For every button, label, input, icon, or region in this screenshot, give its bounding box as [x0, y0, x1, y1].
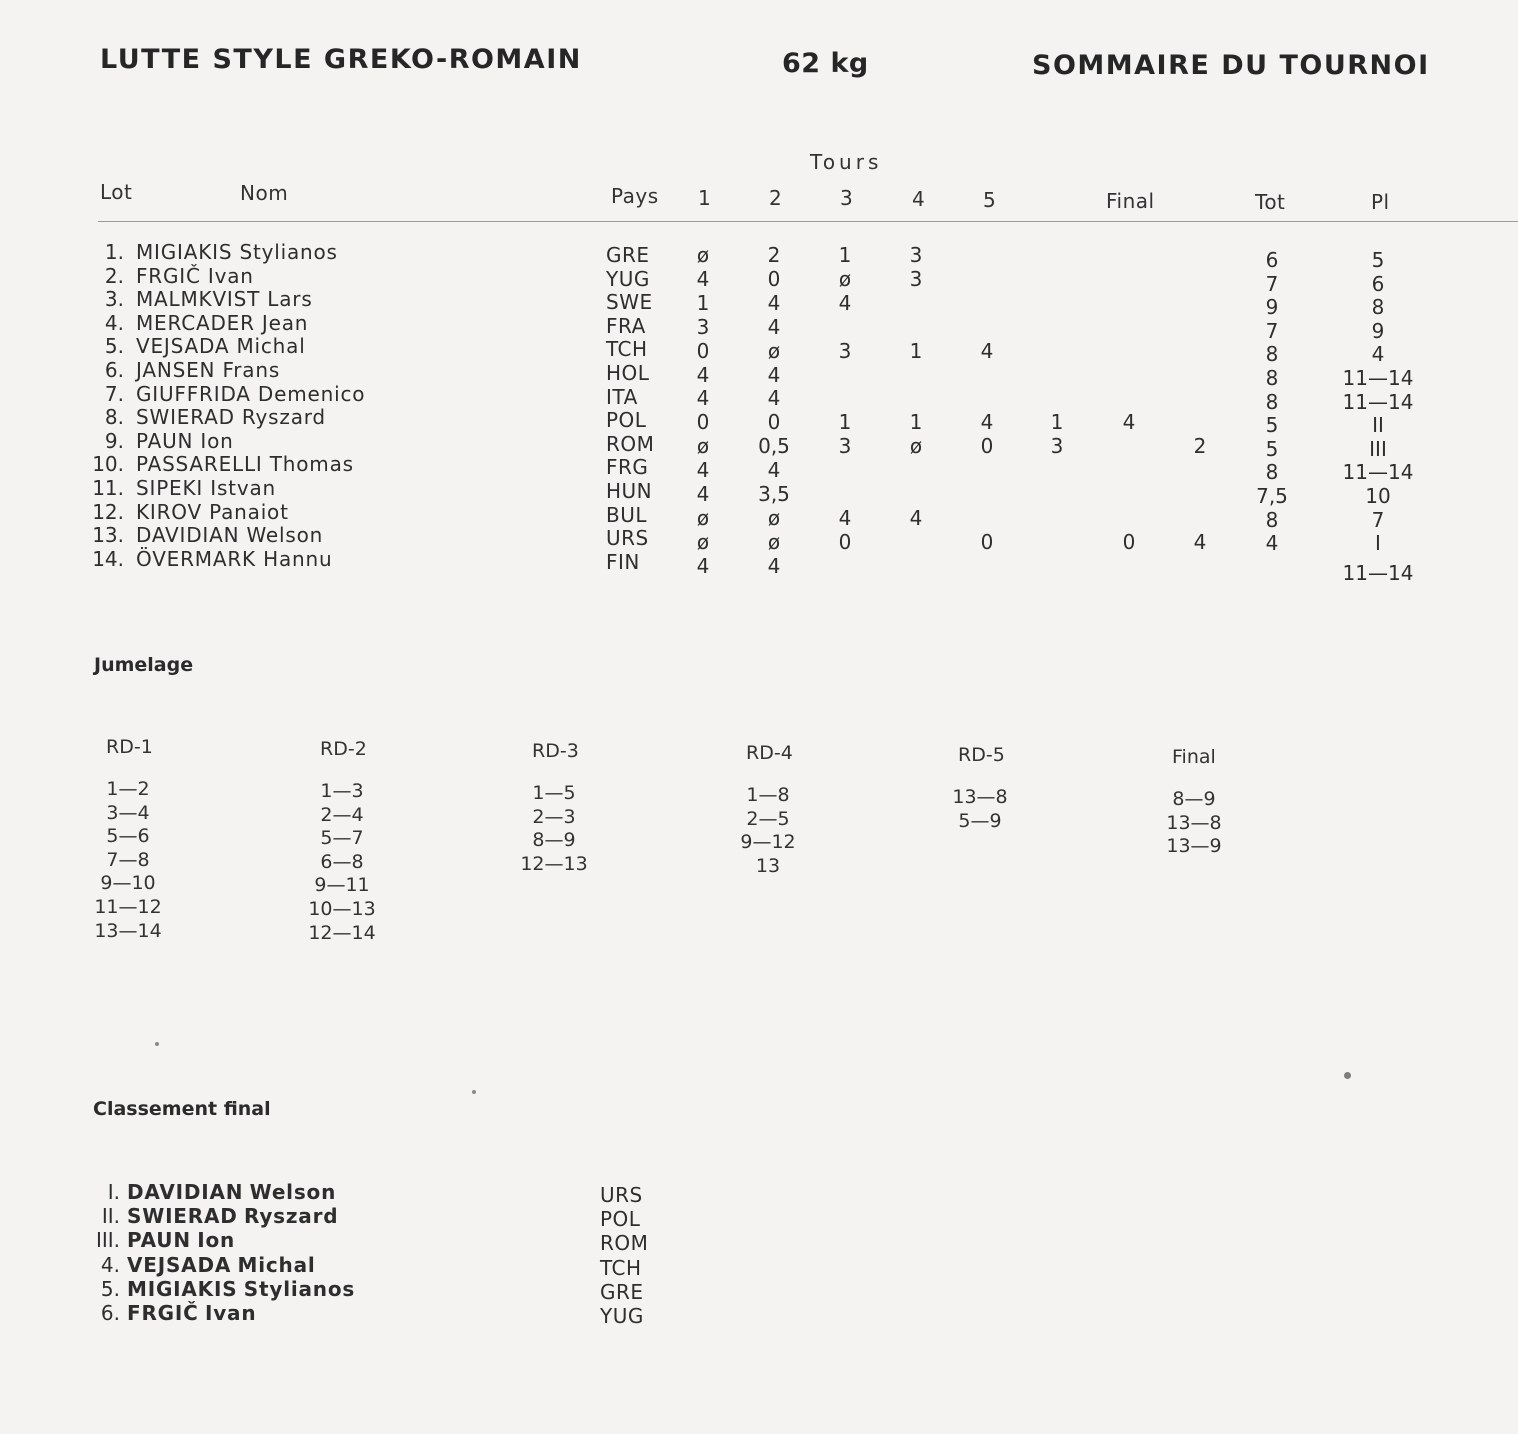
- row-lot: 12.: [92, 499, 124, 524]
- row-score-r3: 0: [838, 529, 852, 554]
- row-name: SIPEKI Istvan: [136, 476, 276, 500]
- row-place: 10: [1365, 484, 1391, 508]
- pairing: 8—9: [1172, 788, 1216, 810]
- pairing: 9—12: [740, 831, 796, 854]
- pairing: 13—8: [1166, 811, 1222, 834]
- row-total: 8: [1265, 389, 1279, 414]
- row-score-r2: ø: [767, 505, 781, 530]
- row-pays: ITA: [606, 384, 638, 409]
- row-place: 11—14: [1342, 366, 1414, 390]
- row-pays: ROM: [606, 431, 655, 456]
- row-lot: 10.: [92, 452, 124, 477]
- row-place: 5: [1371, 248, 1385, 272]
- row-score-r1: ø: [696, 434, 710, 459]
- row-score-r2: 4: [767, 314, 781, 339]
- place-name: [127, 1301, 256, 1325]
- pairing: 12—14: [308, 921, 376, 944]
- col-round-2: 2: [769, 186, 783, 210]
- pairing: 5—9: [958, 809, 1002, 832]
- row-score-r3: 4: [838, 290, 852, 315]
- place-name: [127, 1253, 316, 1277]
- row-score-r5: 0: [980, 529, 994, 554]
- pairing: 1—3: [320, 780, 364, 802]
- pairing: 9—11: [314, 874, 370, 897]
- row-pays: TCH: [606, 337, 648, 362]
- row-total: 6: [1265, 248, 1279, 272]
- round-label: RD-4: [746, 742, 793, 764]
- pairing: 13—9: [1166, 835, 1222, 858]
- place-rank: 4.: [100, 1252, 120, 1277]
- col-pl: Pl: [1371, 190, 1390, 214]
- row-score-r1: 4: [696, 553, 710, 578]
- place-country: ROM: [600, 1231, 649, 1256]
- row-name: FRGIČ Ivan: [136, 263, 254, 288]
- place-firstname: Ryszard: [244, 1204, 339, 1229]
- row-place: 6: [1371, 271, 1385, 296]
- pairing: 13—14: [94, 919, 162, 942]
- pairing: 13: [755, 854, 781, 877]
- row-score-r2: 3,5: [758, 482, 790, 506]
- place-country: TCH: [600, 1255, 642, 1280]
- row-score-r2: ø: [767, 338, 781, 363]
- place-name: [127, 1204, 338, 1228]
- round-label: RD-1: [106, 736, 153, 758]
- row-score-f2: 4: [1193, 529, 1207, 554]
- row-total: 8: [1265, 507, 1279, 532]
- row-lot: 5.: [104, 334, 124, 359]
- row-score-x2: 0: [1122, 529, 1136, 554]
- row-score-r2: 0: [767, 266, 781, 291]
- pairing: 1—2: [106, 778, 150, 800]
- row-lot: 7.: [104, 381, 124, 406]
- row-score-r2: 4: [767, 553, 781, 578]
- row-pays: HUN: [606, 479, 653, 503]
- row-place: 11—14: [1342, 460, 1414, 485]
- row-lot: 11.: [92, 476, 124, 500]
- paper-speck: [472, 1090, 476, 1094]
- row-score-x1: 1: [1050, 410, 1064, 435]
- row-place: 9: [1371, 318, 1385, 343]
- pairing: 1—5: [532, 782, 576, 804]
- row-score-r3: 3: [838, 338, 852, 363]
- place-surname: PAUN: [127, 1228, 191, 1253]
- place-rank: III.: [95, 1228, 120, 1253]
- pairing: 5—7: [320, 827, 364, 850]
- row-total: 9: [1265, 295, 1279, 320]
- row-name: KIROV Panaiot: [136, 499, 289, 524]
- place-firstname: Ion: [197, 1228, 236, 1253]
- place-name: [127, 1277, 355, 1301]
- row-total: 8: [1265, 460, 1279, 485]
- row-score-r2: 4: [767, 386, 781, 411]
- row-score-r1: 4: [696, 458, 710, 483]
- row-name: SWIERAD Ryszard: [136, 405, 326, 430]
- paper-speck: [1344, 1072, 1351, 1079]
- col-nom: Nom: [240, 181, 289, 205]
- row-total: 8: [1265, 366, 1279, 390]
- pairing: 8—9: [532, 829, 576, 852]
- place-rank: I.: [107, 1180, 120, 1204]
- pairing: 1—8: [746, 784, 790, 806]
- pairing: 13—8: [952, 786, 1008, 808]
- round-label: RD-5: [958, 744, 1005, 766]
- row-lot: 6.: [104, 358, 124, 382]
- row-lot: 3.: [104, 287, 124, 312]
- row-score-r1: 3: [696, 314, 710, 339]
- row-place: I: [1375, 531, 1381, 556]
- col-round-4: 4: [912, 187, 926, 211]
- row-score-r3: 3: [838, 434, 852, 459]
- row-score-r3: 1: [838, 410, 852, 435]
- place-name: [127, 1228, 235, 1252]
- place-name: [127, 1180, 336, 1204]
- pairing: 3—4: [106, 801, 150, 824]
- row-score-r1: 4: [696, 362, 710, 387]
- row-place: III: [1369, 436, 1387, 461]
- row-score-r3: 4: [838, 505, 852, 530]
- pairing: 7—8: [106, 848, 150, 871]
- row-score-r2: 4: [767, 362, 781, 387]
- row-pays: YUG: [606, 266, 650, 291]
- pairing: 9—10: [100, 872, 156, 895]
- row-total: 8: [1265, 342, 1279, 367]
- row-pays: SWE: [606, 290, 653, 315]
- row-pays: URS: [606, 526, 649, 551]
- place-firstname: Ivan: [204, 1301, 257, 1325]
- col-pays: Pays: [611, 184, 659, 208]
- place-surname: SWIERAD: [127, 1204, 238, 1229]
- row-name: MERCADER Jean: [136, 310, 309, 335]
- row-name: PAUN Ion: [136, 428, 234, 453]
- row-total: 7: [1265, 271, 1279, 296]
- row-place: 7: [1371, 507, 1385, 532]
- col-tot: Tot: [1255, 190, 1286, 214]
- place-country: YUG: [600, 1304, 644, 1328]
- place-surname: FRGIČ: [127, 1301, 199, 1325]
- row-score-r4: 3: [909, 243, 923, 267]
- pairing: 11—12: [94, 896, 162, 918]
- row-score-r1: ø: [696, 529, 710, 554]
- round-label: RD-3: [532, 740, 579, 762]
- round-label: RD-2: [320, 738, 367, 760]
- place-surname: MIGIAKIS: [127, 1276, 238, 1301]
- row-place: 11—14: [1342, 560, 1414, 585]
- row-total: 4: [1265, 531, 1279, 556]
- row-lot: 14.: [92, 546, 124, 571]
- row-score-r1: ø: [696, 243, 710, 267]
- row-score-r1: 4: [696, 386, 710, 411]
- row-lot: 8.: [104, 405, 124, 430]
- row-score-r2: 4: [767, 290, 781, 315]
- place-firstname: Michal: [237, 1252, 316, 1277]
- weight-class: 62 kg: [782, 48, 869, 79]
- place-rank: 6.: [100, 1301, 120, 1325]
- classement-title: Classement final: [93, 1098, 271, 1120]
- place-country: GRE: [600, 1279, 644, 1304]
- row-score-r2: 0,5: [758, 434, 790, 459]
- header-rule: [98, 221, 1518, 222]
- row-pays: FRG: [606, 455, 649, 480]
- place-surname: VEJSADA: [127, 1252, 232, 1277]
- row-name: MIGIAKIS Stylianos: [136, 240, 338, 264]
- row-place: 4: [1371, 342, 1385, 367]
- row-score-r4: 1: [909, 410, 923, 435]
- row-total: 7,5: [1256, 484, 1288, 508]
- row-name: VEJSADA Michal: [136, 334, 306, 359]
- row-lot: 2.: [104, 263, 124, 288]
- row-name: DAVIDIAN Welson: [136, 523, 324, 548]
- row-name: ÖVERMARK Hannu: [136, 546, 333, 571]
- row-score-r1: ø: [696, 505, 710, 530]
- pairing: 2—5: [746, 807, 790, 830]
- row-pays: GRE: [606, 243, 650, 267]
- row-score-r4: 1: [909, 338, 923, 363]
- row-score-r3: ø: [838, 266, 852, 291]
- pairing: 2—3: [532, 805, 576, 828]
- pairing: 12—13: [520, 852, 588, 875]
- col-round-5: 5: [983, 188, 997, 212]
- row-pays: FIN: [606, 549, 640, 574]
- row-pays: POL: [606, 408, 647, 433]
- row-lot: 4.: [104, 310, 124, 335]
- row-score-r2: 2: [767, 243, 781, 267]
- summary-title: SOMMAIRE DU TOURNOI: [1032, 50, 1430, 81]
- row-score-r5: 0: [980, 434, 994, 459]
- tours-header: Tours: [810, 150, 883, 174]
- row-score-r2: 4: [767, 458, 781, 483]
- row-pays: HOL: [606, 361, 650, 385]
- place-rank: 5.: [100, 1276, 120, 1301]
- row-score-r1: 0: [696, 338, 710, 363]
- row-lot: 13.: [92, 523, 124, 548]
- row-score-r5: 4: [980, 410, 994, 435]
- place-surname: DAVIDIAN: [127, 1180, 244, 1204]
- paper-speck: [155, 1042, 159, 1046]
- col-round-1: 1: [698, 186, 712, 210]
- row-score-r1: 1: [696, 290, 710, 315]
- row-score-r4: ø: [909, 434, 923, 459]
- row-score-r2: 0: [767, 410, 781, 435]
- place-rank: II.: [101, 1204, 120, 1229]
- jumelage-title: Jumelage: [94, 654, 194, 676]
- row-score-r1: 0: [696, 410, 710, 435]
- row-score-r5: 4: [980, 338, 994, 363]
- row-score-r1: 4: [696, 266, 710, 291]
- row-score-r3: 1: [838, 243, 852, 267]
- row-score-r4: 3: [909, 266, 923, 291]
- pairing: 6—8: [320, 850, 364, 873]
- row-score-x1: 3: [1050, 434, 1064, 459]
- pairing: 10—13: [308, 898, 376, 920]
- row-lot: 1.: [104, 240, 124, 264]
- row-place: 8: [1371, 295, 1385, 320]
- col-final: Final: [1106, 189, 1155, 213]
- row-name: JANSEN Frans: [136, 358, 281, 382]
- pairing: 5—6: [106, 825, 150, 848]
- row-score-r4: 4: [909, 505, 923, 530]
- row-total: 7: [1265, 318, 1279, 343]
- col-lot: Lot: [100, 180, 133, 204]
- event-title: LUTTE STYLE GREKO-ROMAIN: [100, 44, 582, 75]
- row-pays: FRA: [606, 313, 646, 338]
- row-lot: 9.: [104, 428, 124, 453]
- place-firstname: Welson: [249, 1180, 337, 1204]
- row-place: 11—14: [1342, 389, 1414, 414]
- row-pays: BUL: [606, 502, 648, 527]
- row-place: II: [1372, 413, 1384, 438]
- row-name: PASSARELLI Thomas: [136, 452, 354, 477]
- row-score-r1: 4: [696, 482, 710, 506]
- row-total: 5: [1265, 436, 1279, 461]
- place-country: POL: [600, 1207, 641, 1232]
- place-firstname: Stylianos: [243, 1276, 356, 1301]
- row-score-x2: 4: [1122, 410, 1136, 435]
- row-score-r2: ø: [767, 529, 781, 554]
- row-name: MALMKVIST Lars: [136, 287, 313, 312]
- col-round-3: 3: [840, 186, 854, 210]
- row-score-f2: 2: [1193, 434, 1207, 459]
- place-country: URS: [600, 1183, 643, 1207]
- row-name: GIUFFRIDA Demenico: [136, 381, 366, 406]
- round-label: Final: [1172, 746, 1216, 768]
- row-total: 5: [1265, 413, 1279, 438]
- pairing: 2—4: [320, 803, 364, 826]
